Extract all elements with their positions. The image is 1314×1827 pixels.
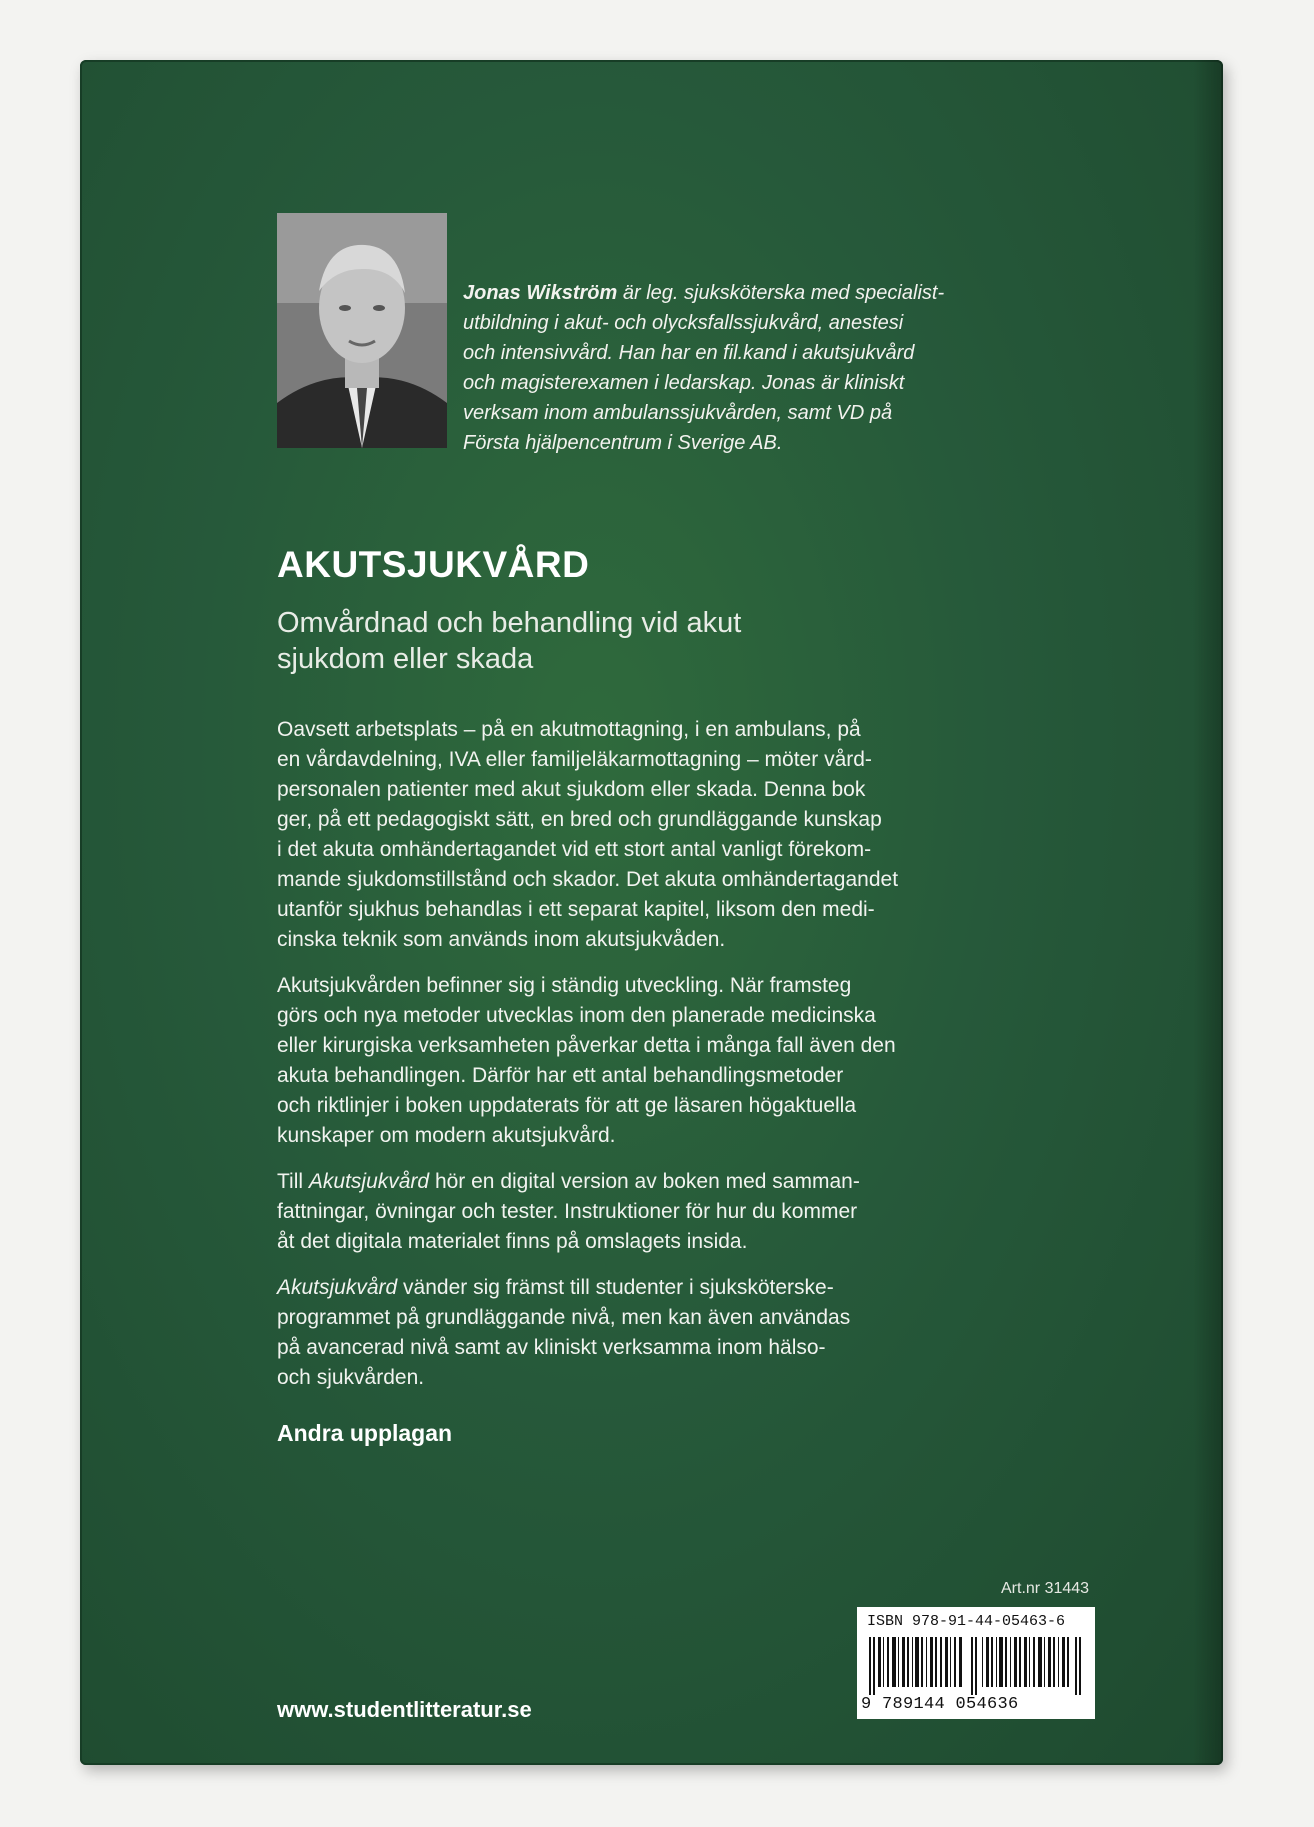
edition-label: Andra upplagan [277,1420,453,1446]
book-subtitle: Omvårdnad och behandling vid akut sjukdom eller skada [277,607,742,675]
bio-line-1: Jonas Wikström är leg. sjuksköterska med specialist- [463,282,945,304]
bio-line-5: verksam inom ambulanssjukvården, samt VD på [463,402,893,424]
paragraph-2: Akutsjukvården befinner sig i ständig utveckling. När framsteg görs och nya metoder utvecklas inom den planerade medicinska eller kirurgiska verksamheten påverkar detta i många fall även den akuta behandlingen. Därför har ett antal behandlingsmetoder och riktlinjer i boken uppdaterats för att ge läsaren högaktuella kunskaper om modern akutsjukvård. [277,974,896,1147]
isbn-text: ISBN 978-91-44-05463-6 [867,1613,1066,1630]
bio-line-3: och intensivvård. Han har en fil.kand i akutsjukvård [463,342,915,364]
cover-edge [1193,60,1223,1765]
paragraph-3: Till Akutsjukvård hör en digital version av boken med samman- fattningar, övningar och tester. Instruktioner för hur du kommer åt det digitala materialet finns på omslagets insida. [277,1170,860,1253]
book-back-cover [80,60,1223,1765]
author-bio [463,278,1073,458]
barcode-digits: 9 789144 054636 [861,1695,1019,1714]
book-title: AKUTSJUKVÅRD [277,544,590,585]
article-number: Art.nr 31443 [1001,1580,1090,1597]
barcode [857,1607,1095,1719]
bio-line-4: och magisterexamen i ledarskap. Jonas är kliniskt [463,372,905,394]
paragraph-1: Oavsett arbetsplats – på en akutmottagning, i en ambulans, på en vårdavdelning, IVA eller familjeläkarmottagning – möter vård- personalen patienter med akut sjukdom eller skada. Denna bok ger, på ett pedagogiskt sätt, en bred och grundläggande kunskap i det akuta omhändertagandet vid ett stort antal vanligt förekom- mande sjukdomstillstånd och skador. Det akuta omhändertagandet utanför sjukhus behandlas i ett separat kapitel, liksom den medi- cinska teknik som används inom akutsjukvåden. [277,718,899,951]
author-photo [277,213,447,448]
bio-line-2: utbildning i akut- och olycksfallssjukvård, anestesi [463,312,904,334]
publisher-url[interactable]: www.studentlitteratur.se [277,1697,532,1722]
paragraph-4: Akutsjukvård vänder sig främst till studenter i sjuksköterske- programmet på grundläggande nivå, men kan även användas på avancerad nivå samt av kliniskt verksamma inom hälso- och sjukvården. [277,1276,851,1389]
bio-line-6: Första hjälpencentrum i Sverige AB. [463,432,783,454]
description [277,715,1037,1409]
author-name: Jonas Wikström [463,282,618,304]
barcode-bars [869,1637,1083,1695]
